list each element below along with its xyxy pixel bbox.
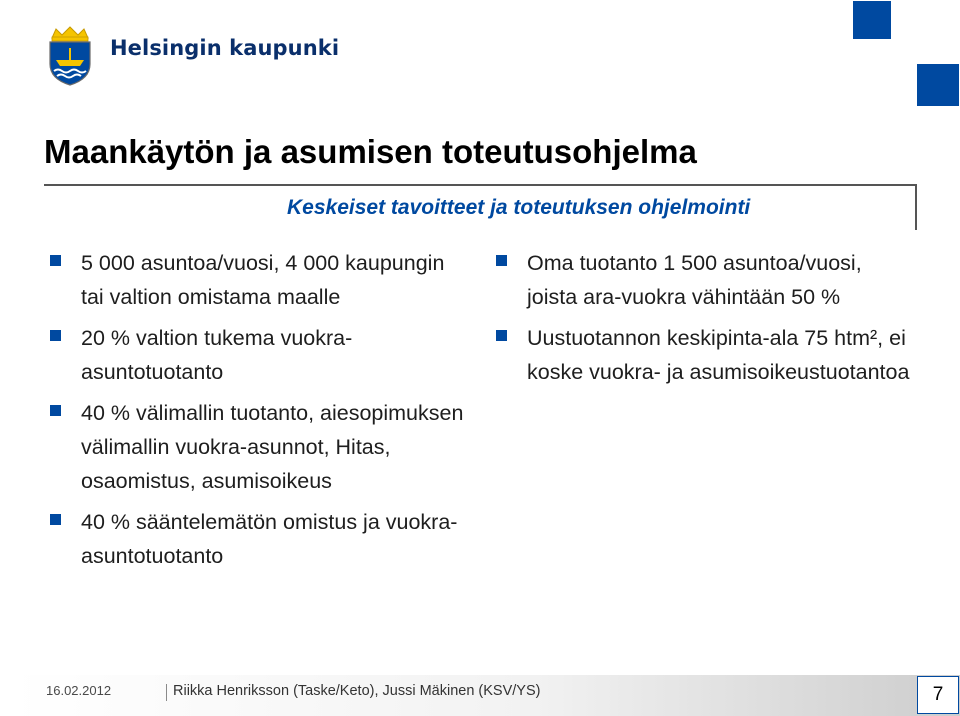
title-divider	[44, 184, 916, 186]
list-item	[496, 246, 916, 314]
bullet-text: 20 % valtion tukema vuokra-asuntotuotanto	[81, 326, 353, 384]
left-bullet-list	[50, 246, 470, 580]
page-number-box	[917, 676, 959, 714]
list-item	[50, 505, 470, 573]
square-bullet-icon	[496, 255, 507, 266]
bullet-text: Uustuotannon keskipinta-ala 75 htm², ei koske vuokra- ja asumisoikeustuotantoa	[527, 326, 910, 384]
slide-title: Maankäytön ja asumisen toteutusohjelma	[44, 133, 697, 170]
page-number: 7	[932, 684, 944, 705]
helsinki-coat-of-arms-icon	[40, 24, 100, 86]
footer-date: 16.02.2012	[46, 683, 112, 698]
square-bullet-icon	[50, 514, 61, 525]
bullet-text: 40 % sääntelemätön omistus ja vuokra-asuntotuotanto	[81, 510, 458, 568]
list-item	[50, 321, 470, 389]
right-bullet-list	[496, 246, 916, 396]
footer-authors: Riikka Henriksson (Taske/Keto), Jussi Mäkinen (KSV/YS)	[173, 683, 541, 699]
bullet-text: 40 % välimallin tuotanto, aiesopimuksen välimallin vuokra-asunnot, Hitas, osaomistus, asumisoikeus	[81, 401, 464, 493]
brand-name: Helsingin kaupunki	[110, 36, 340, 60]
slide-subtitle: Keskeiset tavoitteet ja toteutuksen ohjelmointi	[287, 196, 751, 219]
square-bullet-icon	[496, 330, 507, 341]
bullet-text: 5 000 asuntoa/vuosi, 4 000 kaupungin tai valtion omistama maalle	[81, 251, 445, 309]
square-bullet-icon	[50, 330, 61, 341]
square-bullet-icon	[50, 405, 61, 416]
footer-separator	[166, 684, 167, 701]
decorative-square-right	[917, 64, 959, 106]
decorative-square-top	[853, 1, 891, 39]
list-item	[50, 246, 470, 314]
bullet-text: Oma tuotanto 1 500 asuntoa/vuosi, joista ara-vuokra vähintään 50 %	[527, 251, 862, 309]
square-bullet-icon	[50, 255, 61, 266]
list-item	[496, 321, 916, 389]
list-item	[50, 396, 470, 498]
title-divider-vertical	[915, 184, 917, 230]
